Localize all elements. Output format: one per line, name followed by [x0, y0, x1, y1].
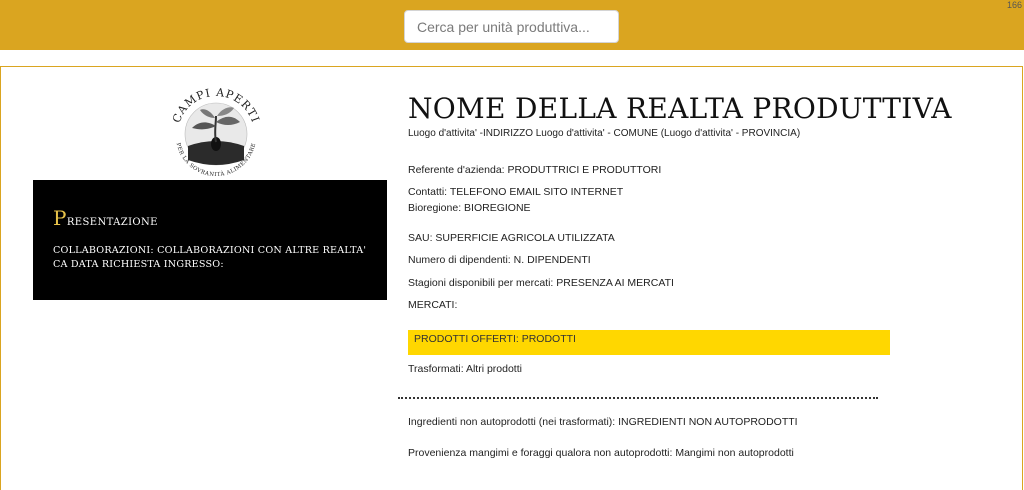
contatti-line: Contatti: TELEFONO EMAIL SITO INTERNET [408, 186, 624, 198]
search-input[interactable] [404, 10, 619, 43]
svg-text:CAMPI APERTI: CAMPI APERTI [169, 86, 263, 125]
sau-line: SAU: SUPERFICIE AGRICOLA UTILIZZATA [408, 232, 615, 244]
dipendenti-line: Numero di dipendenti: N. DIPENDENTI [408, 254, 591, 266]
presentation-panel [33, 180, 387, 300]
campi-aperti-logo [168, 86, 264, 178]
presentazione-label: RESENTAZIONE [66, 217, 158, 228]
dotted-divider [398, 397, 878, 399]
presentazione-heading [53, 206, 158, 230]
page-title: NOME DELLA REALTA PRODUTTIVA [408, 92, 952, 125]
referente-line: Referente d'azienda: PRODUTTRICI E PRODUTTORI [408, 164, 662, 176]
mercati-line: MERCATI: [408, 299, 458, 311]
presentazione-dropcap: P [53, 206, 67, 230]
counter-label: 166 [1006, 0, 1022, 10]
top-bar [0, 0, 1024, 50]
provenienza-line: Provenienza mangimi e foraggi qualora non autoprodotti: Mangimi non autoprodotti [408, 447, 794, 459]
stagioni-line: Stagioni disponibili per mercati: PRESENZA AI MERCATI [408, 277, 674, 289]
bioregione-line: Bioregione: BIOREGIONE [408, 202, 531, 214]
collaborazioni-text: COLLABORAZIONI: COLLABORAZIONI CON ALTRE REALTA' CA DATA RICHIESTA INGRESSO: [53, 245, 367, 270]
prodotti-highlight [408, 330, 890, 355]
trasformati-line: Trasformati: Altri prodotti [408, 363, 522, 375]
prodotti-line: PRODOTTI OFFERTI: PRODOTTI [414, 333, 576, 345]
svg-text:PER LA SOVRANITÀ ALIMENTARE: PER LA SOVRANITÀ ALIMENTARE [174, 142, 258, 178]
ingredienti-line: Ingredienti non autoprodotti (nei trasformati): INGREDIENTI NON AUTOPRODOTTI [408, 416, 798, 428]
address-line: Luogo d'attivita' -INDIRIZZO Luogo d'attivita' - COMUNE (Luogo d'attivita' - PROVINCIA) [408, 128, 801, 139]
